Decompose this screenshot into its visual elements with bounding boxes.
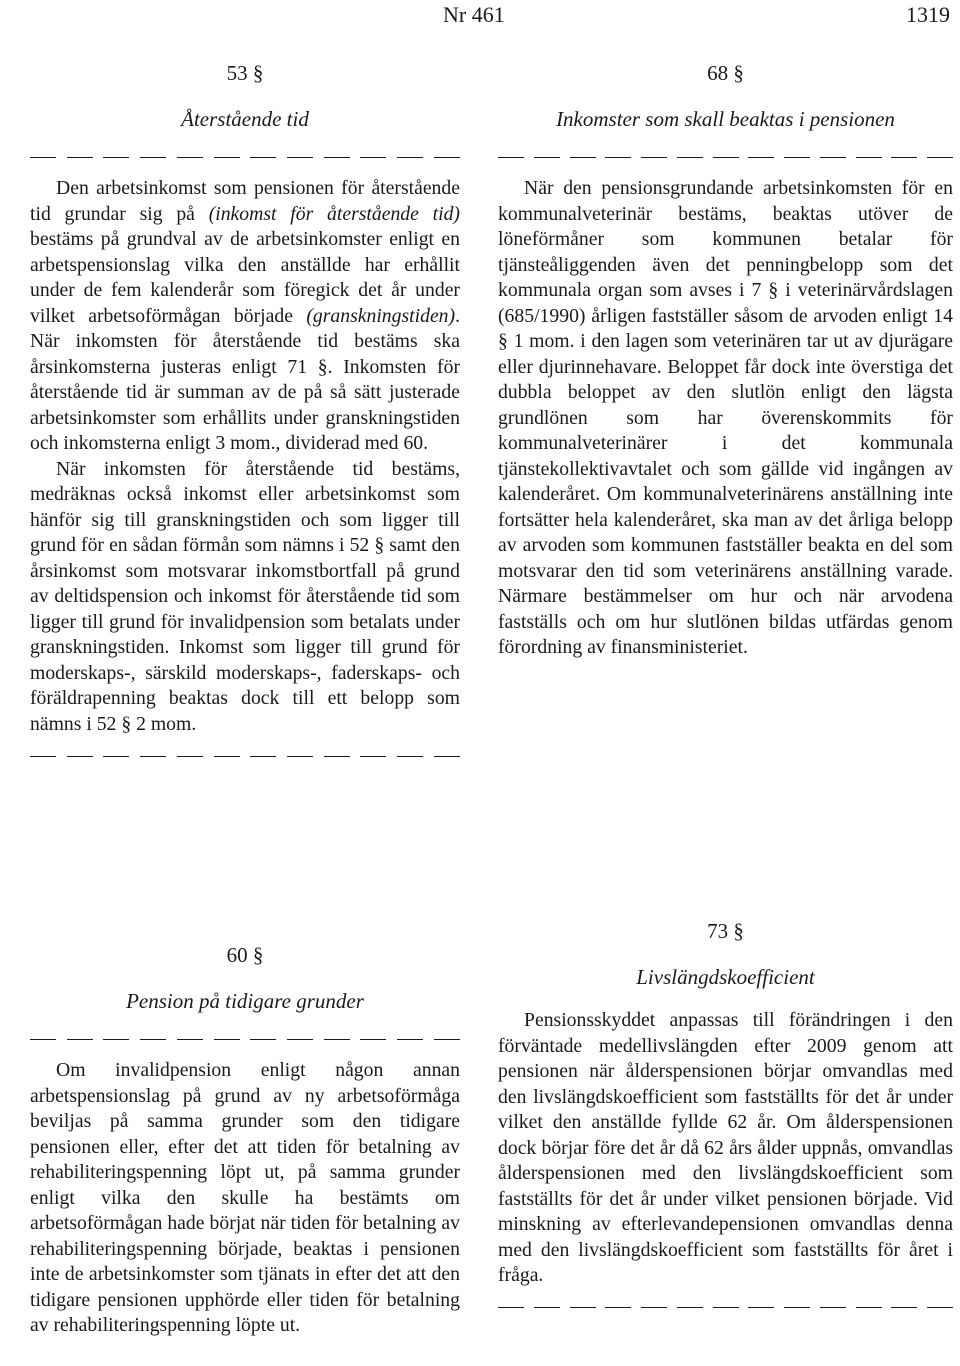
section-paragraph: Den arbetsinkomst som pensionen för återstående tid grundar sig på (inkomst för återstående tid) bestäms på grundval av de arbetsinkomster enligt en arbetspensionslag vilka den anställde har erhållit under de fem kalenderår som föregick det år under vilket arbetsoförmågan började (granskningstiden). När inkomsten för återstående tid bestäms ska årsinkomsterna justeras enligt 71 §. Inkomsten för återstående tid är summan av de på så sätt justerade arbetsinkomster som erhållits under granskningstiden och inkomsterna enligt 3 mom., dividerad med 60. [30,177,460,454]
section-paragraph: Om invalidpension enligt någon annan arbetspensionslag på grund av ny arbetsoförmåga beviljas på samma grunder som den tidigare pensionen eller, efter det att tiden för betalning av rehabiliteringspenning löpt ut, på samma grunder enligt vilka den skulle ha bestämts om arbetsoförmågan hade börjat när tiden för betalning av rehabiliteringspenning började, beaktas i pensionen inte de arbetsinkomster som tjänats in efter det att den tidigare pensionen upphörde eller tiden för betalning av rehabiliteringspenning löpte ut. [30,1059,460,1336]
section-number: 60 § [226,943,264,967]
section-title: Inkomster som skall beaktas i pensionen [556,107,895,131]
section-number: 53 § [226,61,264,85]
dash-separator [30,152,460,162]
section-73 [498,918,953,1313]
section-number: 68 § [707,61,744,85]
dash-separator [498,152,953,162]
section-title: Återstående tid [181,107,309,131]
dash-separator [498,1303,953,1313]
section-paragraph: När den pensionsgrundande arbetsinkomsten för en kommunalveterinär bestäms, beaktas utöver de löneförmåner som kommunen betalar för tjänsteåliggenden även det penningbelopp som det kommunala organ som avses i 7 § i veterinärvårdslagen (685/1990) årligen fastställer såsom de arvoden enligt 14 § 1 mom. i den lagen som veterinären tar ut av djurägare eller djurinnehavare. Beloppet får dock inte överstiga det dubbla beloppet av den slutlön enligt den lägsta grundlönen som har överenskommits för kommunalveterinärer i det kommunala tjänstekollektivavtalet och som gällde vid ingången av kalenderåret. Om kommunalveterinärens anställning inte fortsätter hela kalenderåret, ska man av det årliga belopp av arvoden som kommunen fastställer beakta en del som motsvarar den tid som veterinärens anställning varade. Närmare bestämmelser om hur och när arvodena fastställs och om hur slutlönen bildas utfärdas genom förordning av finansministeriet. [498,177,953,658]
section-53 [30,60,460,761]
section-68 [498,60,953,661]
section-title: Pension på tidigare grunder [126,989,364,1013]
dash-separator [30,751,460,761]
section-60 [30,942,460,1339]
page-number: 1319 [906,2,950,27]
section-paragraph: Pensionsskyddet anpassas till förändringen i den förväntade medellivslängden efter 2009 genom att pensionen när ålderspensionen börjar omvandlas med den livslängdskoefficient som fastställts för det år under vilket den anställde fyllde 62 år. Om ålderspensionen dock börjar före det år då 62 års ålder uppnås, omvandlas ålderspensionen med den livslängdskoefficient som fastställts för det år under vilket pensionen började. Vid minskning av efterlevandepensionen omvandlas denna med den livslängdskoefficient som fastställts för året i fråga. [498,1009,953,1286]
page-header [0,0,960,30]
section-paragraph: När inkomsten för återstående tid bestäms, medräknas också inkomst eller arbetsinkomst som hänför sig till granskningstiden och som ligger till grund för en sådan förmån som nämns i 52 § samt den årsinkomst som motsvarar inkomstbortfall på grund av deltidspension och inkomst för återstående tid som ligger till grund för invalidpension som betalats under granskningstiden. Inkomst som ligger till grund för moderskaps-, särskild moderskaps-, faderskaps- och föräldrapenning beaktas dock till ett belopp som nämns i 52 § 2 mom. [30,457,460,735]
journal-number: Nr 461 [443,2,505,27]
section-title: Livslängdskoefficient [636,965,815,989]
dash-separator [30,1034,460,1044]
section-number: 73 § [707,919,744,943]
